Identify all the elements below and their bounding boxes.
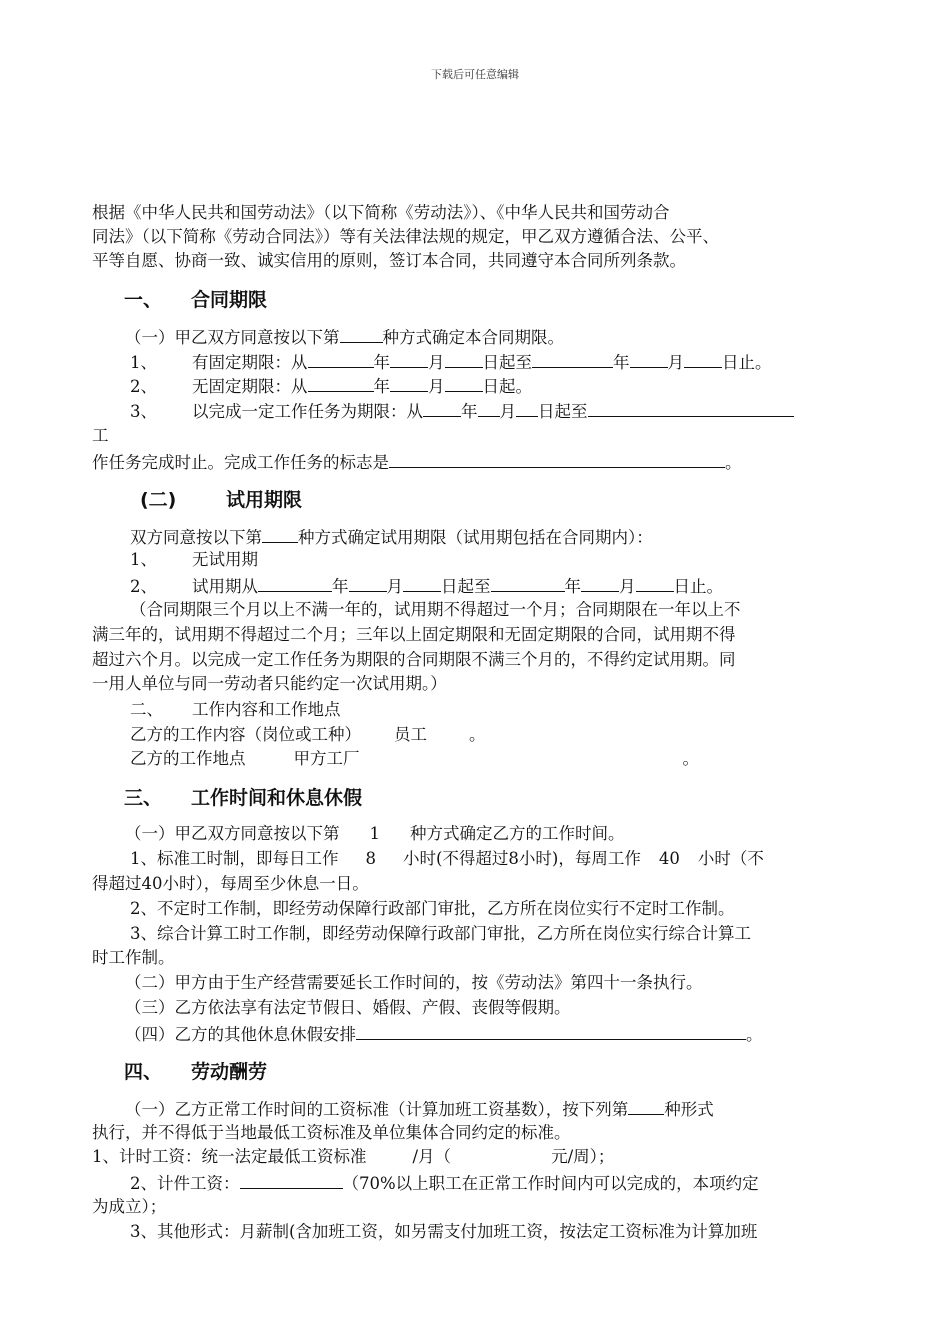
s3-line-1: （一）甲乙双方同意按以下第 1 种方式确定乙方的工作时间。	[125, 824, 625, 843]
blank-field[interactable]	[349, 574, 387, 592]
blank-field[interactable]	[630, 350, 668, 368]
section-3-heading	[124, 785, 362, 811]
blank-field[interactable]	[403, 574, 441, 592]
blank-field[interactable]	[308, 374, 374, 392]
work-content-value: 员工	[394, 725, 427, 744]
intro-line-2: 同法》（以下简称《劳动合同法》）等有关法律法规的规定，甲乙双方遵循合法、公平、	[92, 227, 719, 246]
section-1-title: 合同期限	[191, 289, 268, 311]
s4-line-1: （一）乙方正常工作时间的工资标准（计算加班工资基数），按下列第 种形式	[125, 1097, 714, 1121]
s3-line-6: 时工作制。	[92, 948, 175, 967]
section-1-number: 一、	[124, 289, 163, 311]
s3-line-8: （三）乙方依法享有法定节假日、婚假、产假、丧假等假期。	[125, 998, 571, 1017]
section-4-heading	[124, 1059, 267, 1085]
s1-wrap-char: 工	[92, 426, 109, 445]
blank-field[interactable]	[684, 350, 722, 368]
s3-line-9: （四）乙方的其他休息休假安排 。	[125, 1022, 763, 1046]
section-2-number: (二)	[140, 489, 177, 511]
blank-field[interactable]	[532, 350, 613, 368]
s2-line-1: 双方同意按以下第 种方式确定试用期限（试用期包括在合同期内）：	[130, 525, 653, 549]
blank-field[interactable]	[588, 399, 794, 417]
blank-field[interactable]	[423, 399, 461, 417]
section-4-number: 四、	[124, 1061, 163, 1083]
s3-line-4: 2、不定时工作制，即经劳动保障行政部门审批，乙方所在岗位实行不定时工作制。	[130, 899, 735, 918]
s2-item-2: 2、 试用期从 年 月 日起至 年 月 日止。	[130, 574, 723, 598]
s2-note-2: 满三年的，试用期不得超过二个月；三年以上固定期限和无固定期限的合同，试用期不得	[92, 625, 736, 644]
blank-field[interactable]	[262, 525, 298, 543]
blank-field[interactable]	[581, 574, 619, 592]
work-place-value: 甲方工厂	[293, 749, 360, 768]
s1-line-5: 作任务完成时止。完成工作任务的标志是 。	[92, 450, 742, 474]
work-content-line: 乙方的工作内容（岗位或工种） 员工 。	[130, 725, 486, 744]
blank-field[interactable]	[516, 399, 538, 417]
s4-line-6: 3、其他形式：月薪制(含加班工资，如另需支付加班工资，按法定工资标准为计算加班	[130, 1222, 758, 1241]
blank-field[interactable]	[390, 374, 428, 392]
intro-line-1: 根据《中华人民共和国劳动法》（以下简称《劳动法》）、《中华人民共和国劳动合	[92, 203, 670, 222]
blank-field[interactable]	[389, 450, 725, 468]
s1-item-3: 3、 以完成一定工作任务为期限：从 年 月 日起至	[130, 399, 794, 423]
intro-line-3: 平等自愿、协商一致、诚实信用的原则，签订本合同，共同遵守本合同所列条款。	[92, 251, 686, 270]
s4-line-3: 1、计时工资：统一法定最低工资标准 /月（ 元/周）；	[92, 1147, 615, 1166]
section-2-title: 试用期限	[226, 489, 303, 511]
s1-item-1: 1、 有固定期限：从 年 月 日起至 年 月 日止。	[130, 350, 772, 374]
blank-field[interactable]	[240, 1171, 343, 1189]
s3-line-5: 3、综合计算工时工作制，即经劳动保障行政部门审批，乙方所在岗位实行综合计算工	[130, 924, 751, 943]
blank-field[interactable]	[258, 574, 332, 592]
blank-field[interactable]	[491, 574, 565, 592]
blank-field[interactable]	[478, 399, 500, 417]
s2-item-1: 1、 无试用期	[130, 550, 258, 569]
s3-line-2: 1、标准工时制，即每日工作 8 小时(不得超过8小时)，每周工作 40 小时（不	[130, 849, 764, 868]
s1-line-1: （一）甲乙双方同意按以下第 种方式确定本合同期限。	[125, 325, 564, 349]
blank-field[interactable]	[308, 350, 374, 368]
section-2-heading	[140, 487, 302, 513]
s3-line-3: 得超过40小时），每周至少休息一日。	[92, 874, 369, 893]
blank-field[interactable]	[636, 574, 674, 592]
section-3-number: 三、	[124, 787, 163, 809]
s4-line-4: 2、计件工资： （70%以上职工在正常工作时间内可以完成的，本项约定	[130, 1171, 759, 1195]
s2-note-1: （合同期限三个月以上不满一年的，试用期不得超过一个月；合同期限在一年以上不	[130, 600, 741, 619]
section-4-title: 劳动酬劳	[191, 1061, 268, 1083]
s2-note-3: 超过六个月。以完成一定工作任务为期限的合同期限不满三个月的，不得约定试用期。同	[92, 650, 736, 669]
section-3-title: 工作时间和休息休假	[191, 787, 363, 809]
work-place-line: 乙方的工作地点 甲方工厂 。	[130, 749, 699, 768]
blank-field[interactable]	[445, 374, 483, 392]
blank-field[interactable]	[356, 1022, 746, 1040]
s1-item-2: 2、 无固定期限：从 年 月 日起。	[130, 374, 532, 398]
s4-line-5: 为成立）；	[92, 1197, 167, 1216]
s2-note-4: 一用人单位与同一劳动者只能约定一次试用期。）	[92, 674, 447, 693]
clause-2-heading: 二、 工作内容和工作地点	[130, 700, 341, 719]
blank-field[interactable]	[340, 325, 383, 343]
s3-line-7: （二）甲方由于生产经营需要延长工作时间的，按《劳动法》第四十一条执行。	[125, 973, 703, 992]
page-header: 下载后可任意编辑	[431, 68, 519, 81]
blank-field[interactable]	[628, 1097, 664, 1115]
blank-field[interactable]	[445, 350, 483, 368]
section-1-heading	[124, 287, 267, 313]
blank-field[interactable]	[390, 350, 428, 368]
s4-line-2: 执行，并不得低于当地最低工资标准及单位集体合同约定的标准。	[92, 1123, 571, 1142]
